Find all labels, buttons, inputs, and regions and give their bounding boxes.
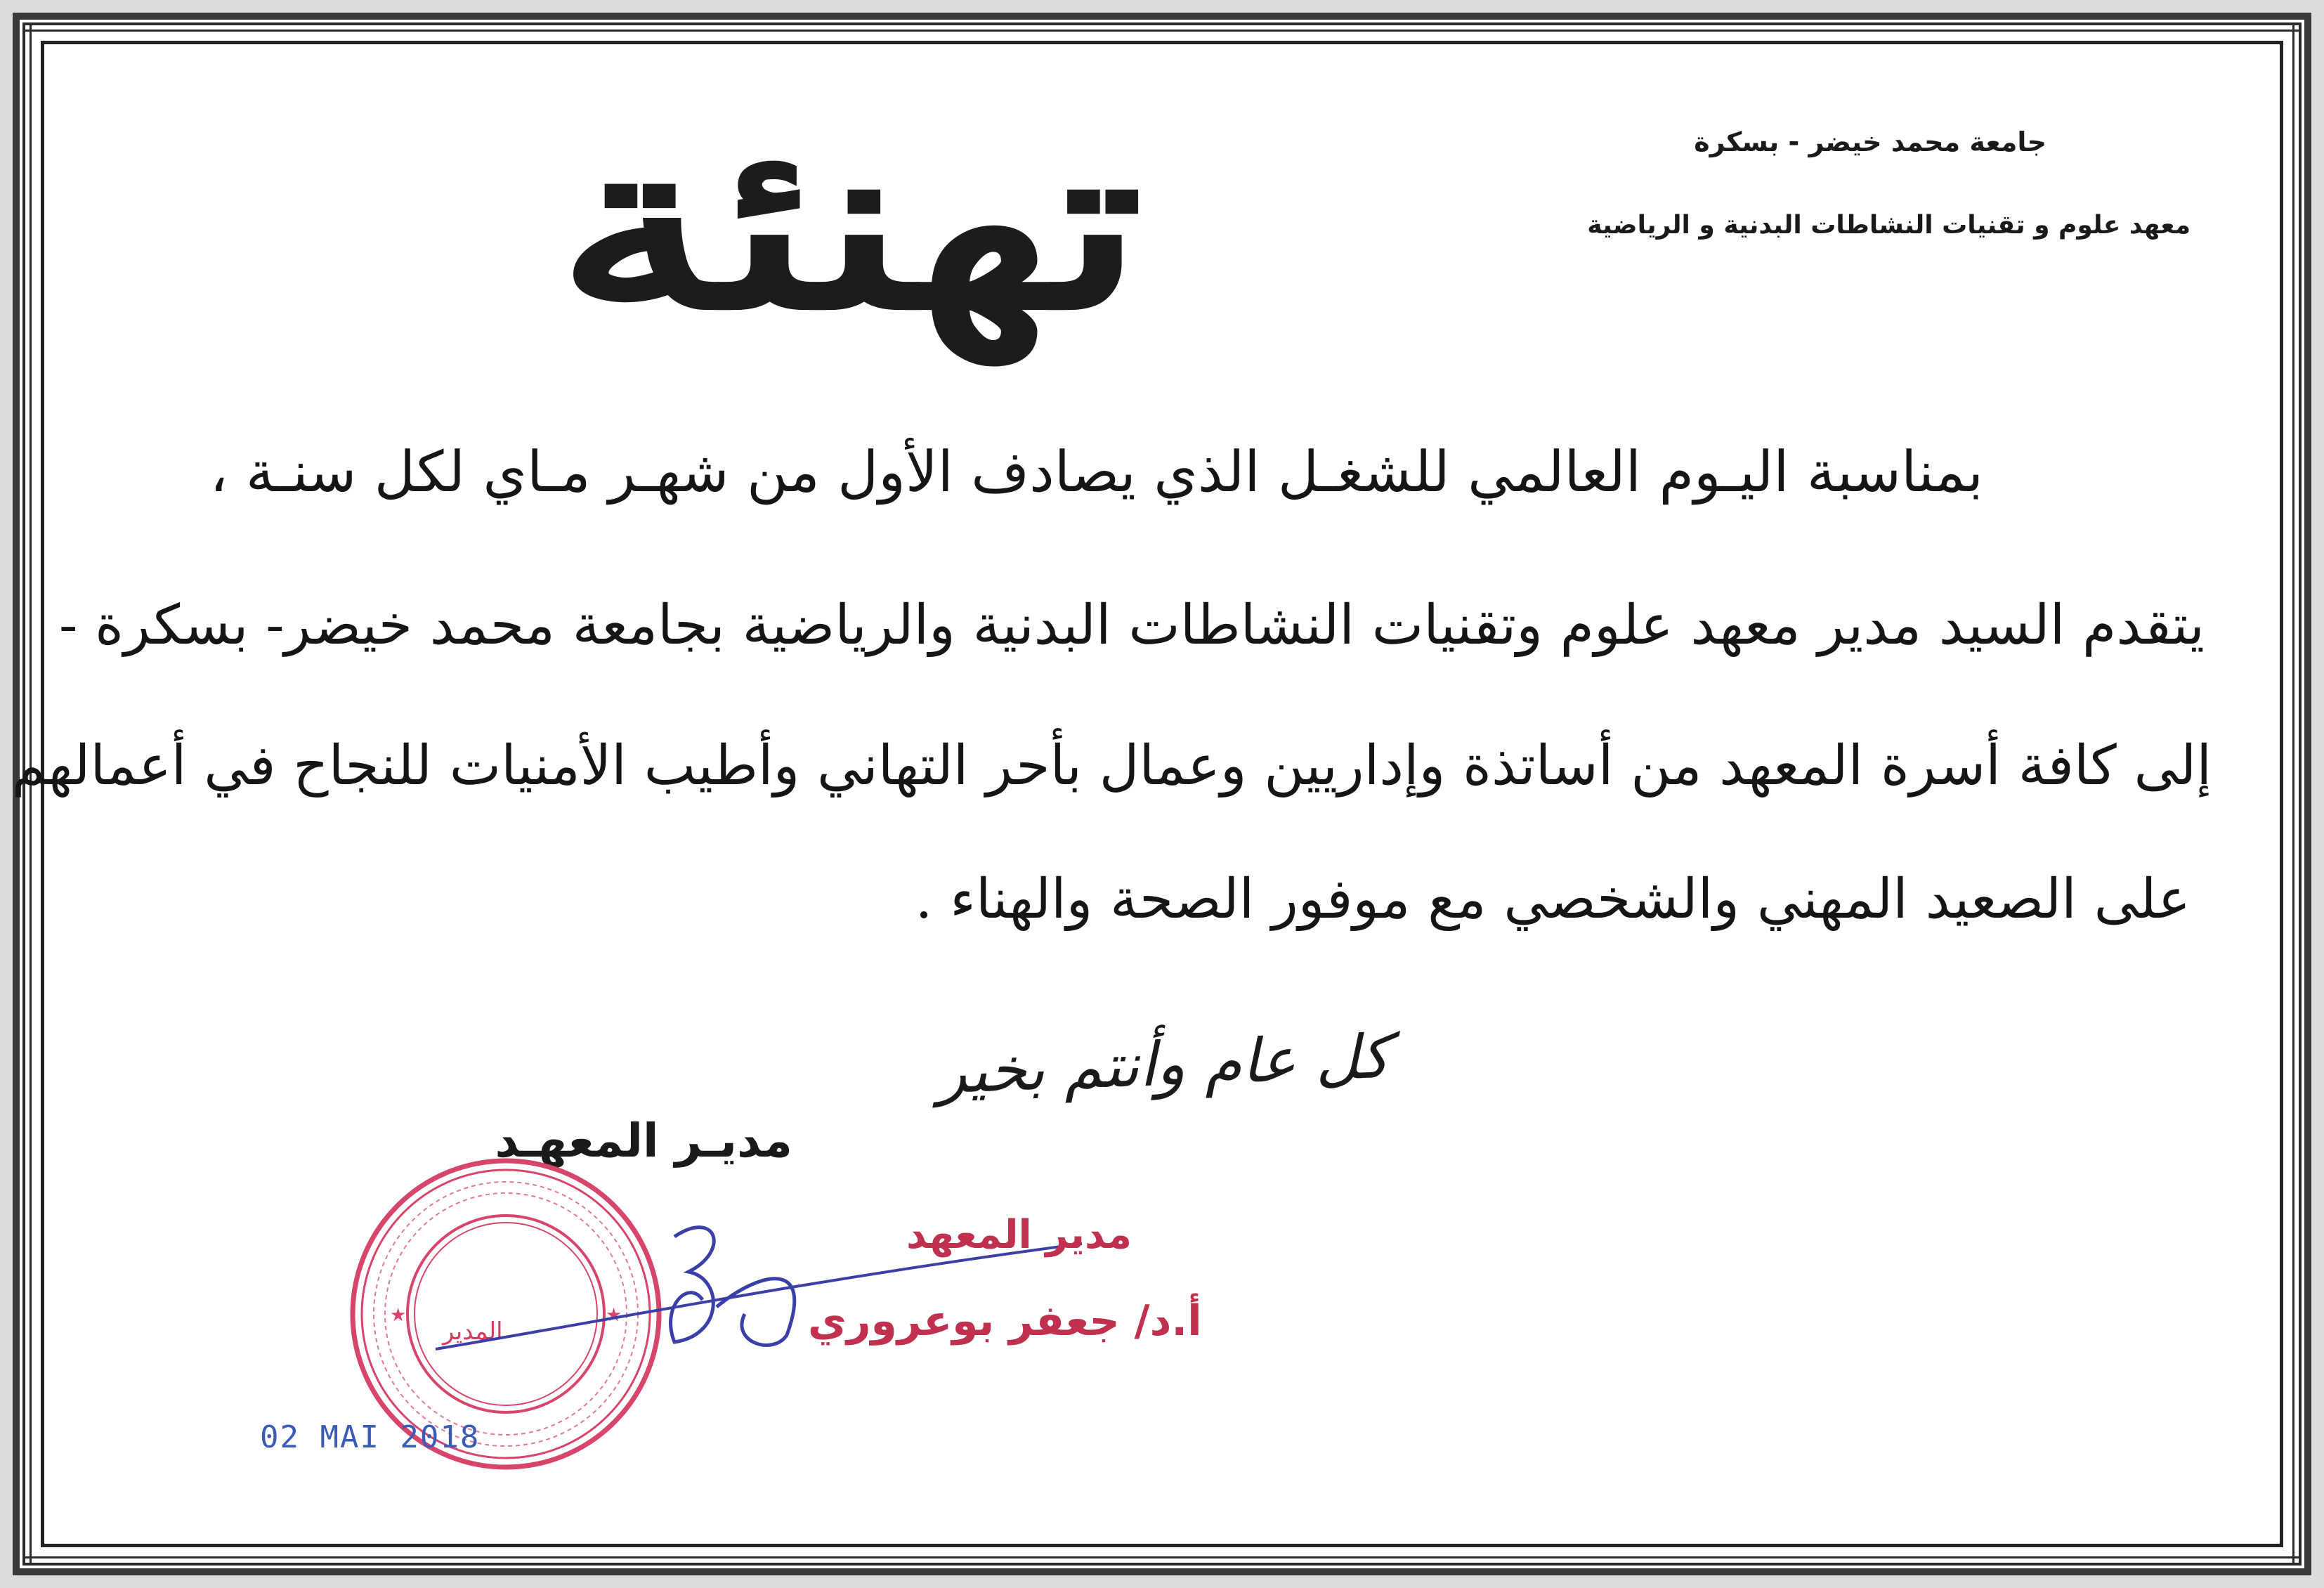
- svg-text:★: ★: [390, 1305, 407, 1326]
- wishes-text: كل عام وأنتم بخير: [936, 1021, 1391, 1108]
- border-stripe-top: [22, 22, 2302, 25]
- stamp-center-text: المدير: [443, 1317, 503, 1346]
- body-line-3: إلى كافة أسرة المعهد من أساتذة وإداريين وعمال بأحر التهاني وأطيب الأمنيات للنجاح في أعمالهم: [11, 734, 2212, 798]
- border-stripe-bottom: [22, 1556, 2302, 1558]
- border-stripe-right: [2292, 22, 2294, 1566]
- svg-text:★: ★: [606, 1305, 622, 1326]
- page-title: تهنئة: [556, 89, 1144, 361]
- body-line-2: يتقدم السيد مدير معهد علوم وتقنيات النشاطات البدنية والرياضية بجامعة محمد خيضر- بسكرة -: [59, 594, 2205, 657]
- stamp-title: مدير المعهد: [906, 1212, 1132, 1258]
- body-line-1: بمناسبة اليـوم العالمي للشغـل الذي يصادف الأول من شهـر مـاي لكل سنـة ،: [209, 439, 1983, 505]
- body-line-4: على الصعيد المهني والشخصي مع موفور الصحة والهناء .: [915, 868, 2191, 931]
- director-title: مديـر المعهـد: [495, 1114, 792, 1168]
- border-stripe-bottom-2: [22, 1563, 2302, 1566]
- date-stamp: 02 MAI 2018: [260, 1419, 481, 1455]
- university-name: جامعة محمد خيضر - بسكرة: [1694, 126, 2046, 157]
- institute-name: معهد علوم و تقنيات النشاطات البدنية و الرياضية: [1587, 211, 2191, 240]
- border-stripe-top-2: [22, 30, 2302, 32]
- border-stripe-right-2: [2299, 22, 2302, 1566]
- stamp-name: أ.د/ جعفر بوعروري: [808, 1296, 1202, 1346]
